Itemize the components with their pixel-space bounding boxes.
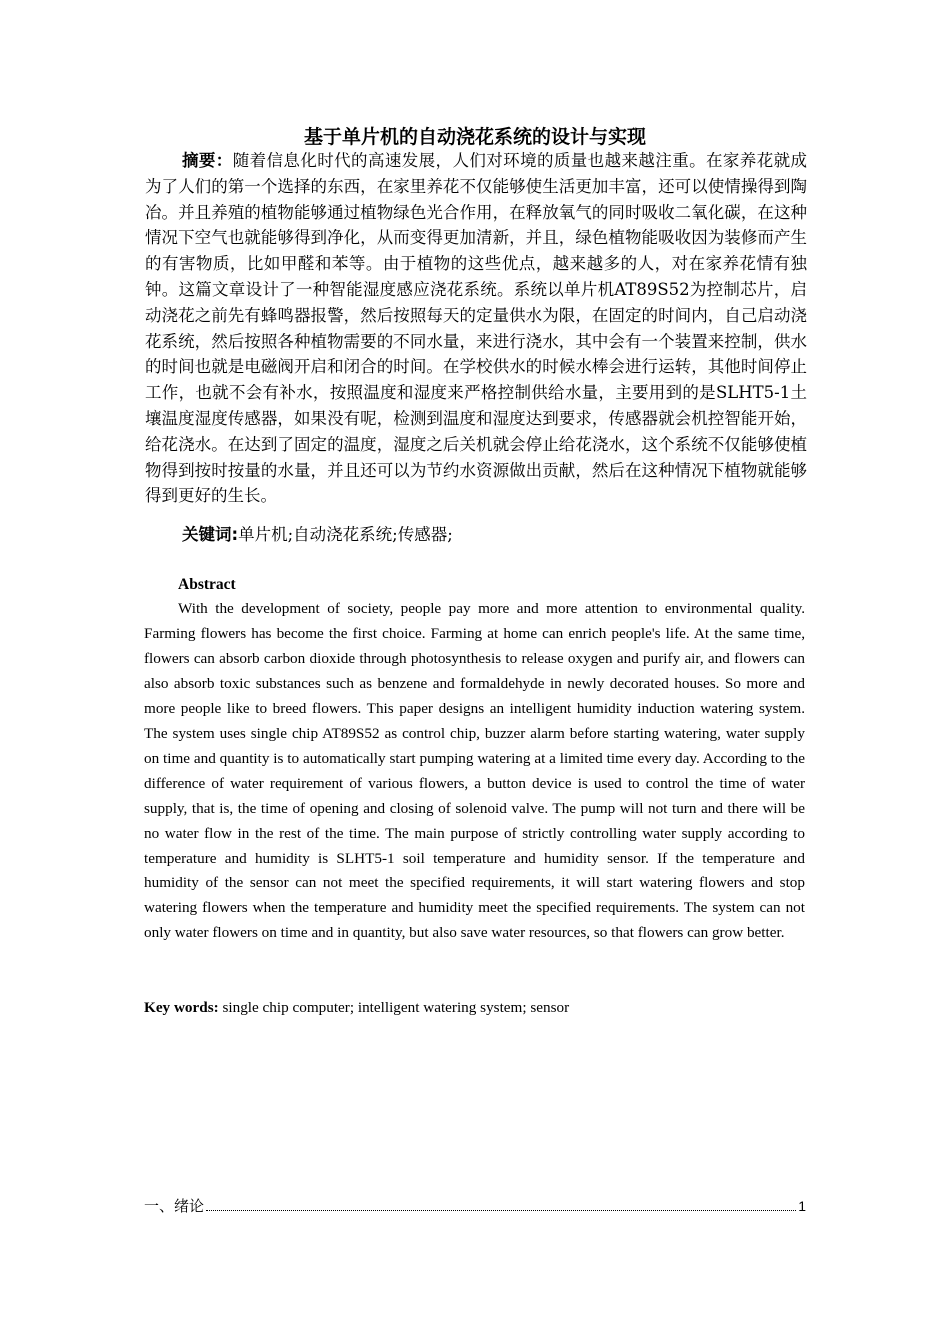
toc-entry-title: 一、绪论 xyxy=(144,1197,205,1215)
chinese-keywords-text: 单片机;自动浇花系统;传感器; xyxy=(238,525,453,544)
chinese-keywords xyxy=(182,522,802,548)
english-keywords-text: single chip computer; intelligent watering system; sensor xyxy=(218,999,570,1016)
toc-entry-page: 1 xyxy=(798,1198,806,1214)
paper-title: 基于单片机的自动浇花系统的设计与实现 xyxy=(303,126,646,148)
english-abstract-text: With the development of society, people pay more and more attention to environmental quality. Farming flowers has become the first choice. Farming at home can enrich people's life. At the same time, flowers can absorb carbon dioxide through photosynthesis to release oxygen and purify air, and flowers can also absorb toxic substances such as benzene and formaldehyde in newly decorated houses. So more and more people like to breed flowers. This paper designs an intelligent humidity induction watering system. The system uses single chip AT89S52 as control chip, buzzer alarm before starting watering, water supply on time and quantity is to automatically start pumping watering at a limited time every day. According to the difference of water requirement of various flowers, a button device is used to control the time of water supply, that is, the time of opening and closing of solenoid valve. The pump will not turn and there will be no water flow in the rest of the time. The main purpose of strictly controlling water supply according to temperature and humidity is SLHT5-1 soil temperature and humidity sensor. If the temperature and humidity of the sensor can not meet the specified requirements, it will start watering flowers and stop watering flowers when the temperature and humidity meet the specified requirements. The system can not only water flowers on time and in quantity, but also save water resources, so that flowers can grow better. xyxy=(144,600,805,942)
toc-dot-leader xyxy=(206,1210,796,1211)
chinese-abstract-label: 摘要： xyxy=(182,151,233,170)
english-keywords-label: Key words: xyxy=(144,999,219,1016)
chinese-abstract xyxy=(145,148,807,509)
english-abstract-heading: Abstract xyxy=(178,576,236,593)
chinese-abstract-text: 随着信息化时代的高速发展，人们对环境的质量也越来越注重。在家养花就成为了人们的第一个选择的东西，在家里养花不仅能够使生活更加丰富，还可以使情操得到陶冶。并且养殖的植物能够通过植物绿色光合作用，在释放氧气的同时吸收二氧化碳，在这种情况下空气也就能够得到净化，从而变得更加清新，并且，绿色植物能吸收因为装修而产生的有害物质，比如甲醛和苯等。由于植物的这些优点，越来越多的人，对在家养花情有独钟。这篇文章设计了一种智能湿度感应浇花系统。系统以单片机AT89S52为控制芯片，启动浇花之前先有蜂鸣器报警，然后按照每天的定量供水为限，在固定的时间内，自己启动浇花系统，然后按照各种植物需要的不同水量，来进行浇水，其中会有一个装置来控制，供水的时间也就是电磁阀开启和闭合的时间。在学校供水的时候水棒会进行运转，其他时间停止工作，也就不会有补水，按照温度和湿度来严格控制供给水量，主要用到的是SLHT5-1土壤温度湿度传感器，如果没有呢，检测到温度和湿度达到要求，传感器就会机控智能开始，给花浇水。在达到了固定的温度，湿度之后关机就会停止给花浇水，这个系统不仅能够使植物得到按时按量的水量，并且还可以为节约水资源做出贡献，然后在这种情况下植物就能够得到更好的生长。 xyxy=(145,151,808,506)
english-keywords xyxy=(144,996,805,1020)
chinese-keywords-label: 关键词: xyxy=(182,525,239,544)
toc-entry[interactable] xyxy=(144,1195,806,1217)
